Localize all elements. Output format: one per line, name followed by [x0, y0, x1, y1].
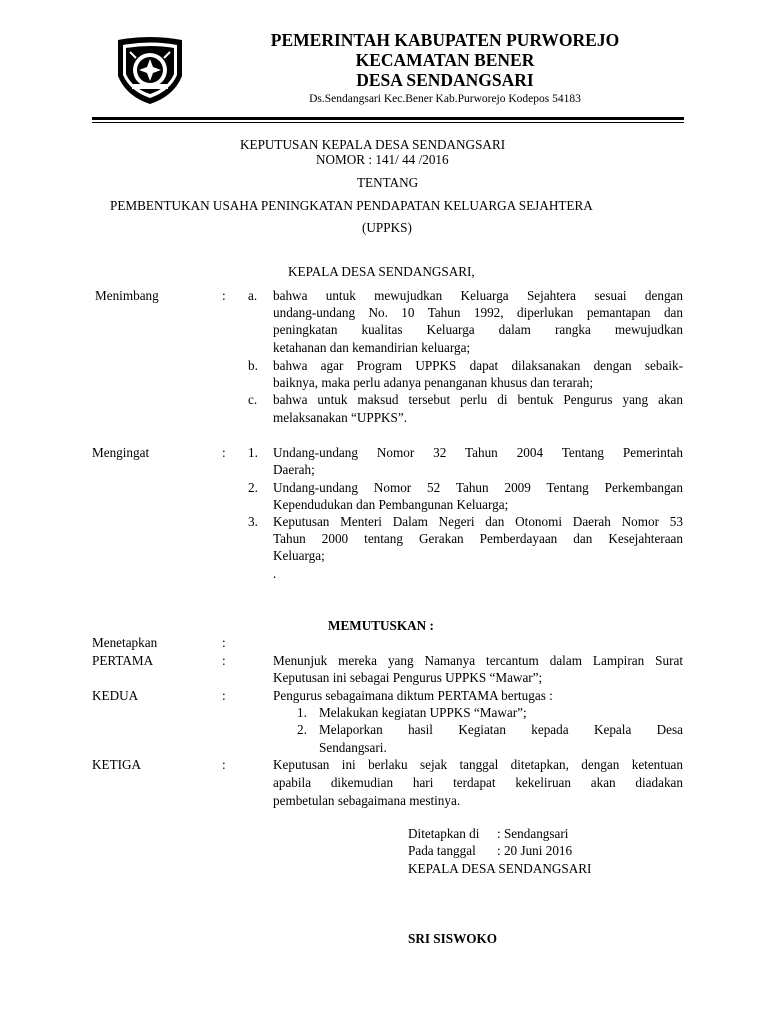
item-marker: b.	[248, 358, 258, 373]
pertama-line: Keputusan ini sebagai Pengurus UPPKS “Mawar”;	[273, 670, 543, 685]
menetapkan-label: Menetapkan	[92, 635, 158, 650]
date-label: Pada tanggal	[408, 843, 476, 858]
item-line: bahwa untuk maksud tersebut perlu di bentuk Pengurus yang akan	[273, 392, 683, 407]
item-line: Daerah;	[273, 462, 315, 477]
item-marker: 2.	[248, 480, 258, 495]
decree-issuer: KEPALA DESA SENDANGSARI,	[288, 264, 475, 279]
letterhead-divider-thin	[92, 122, 684, 123]
decree-about: TENTANG	[357, 175, 419, 190]
item-line: bahwa agar Program UPPKS dapat dilaksanakan dengan sebaik-	[273, 358, 683, 373]
ketiga-line: apabila dikemudian hari terdapat kekeliruan akan diadakan	[273, 775, 683, 790]
ketiga-line: Keputusan ini berlaku sejak tanggal ditetapkan, dengan ketentuan	[273, 757, 683, 772]
menetapkan-colon: :	[222, 635, 226, 650]
signatory-position: KEPALA DESA SENDANGSARI	[408, 861, 592, 876]
item-marker: 3.	[248, 514, 258, 529]
letterhead-government: PEMERINTAH KABUPATEN PURWOREJO	[270, 30, 620, 50]
pertama-line: Menunjuk mereka yang Namanya tercantum dalam Lampiran Surat	[273, 653, 683, 668]
item-line: ketahanan dan kemandirian keluarga;	[273, 340, 471, 355]
section-colon: :	[222, 445, 226, 460]
date-value: : 20 Juni 2016	[497, 843, 573, 858]
item-line: melaksanakan “UPPKS”.	[273, 410, 408, 425]
task-marker: 2.	[297, 722, 307, 737]
item-line: Tahun 2000 tentang Gerakan Pemberdayaan dan Kesejahteraan	[273, 531, 683, 546]
regency-coat-of-arms-icon	[112, 32, 188, 108]
section-label: Mengingat	[92, 445, 150, 460]
decree-subject-line2: (UPPKS)	[362, 220, 412, 235]
task-line: Sendangsari.	[319, 740, 387, 755]
item-line: Keluarga;	[273, 548, 325, 563]
item-line: bahwa untuk mewujudkan Keluarga Sejahtera sesuai dengan	[273, 288, 683, 303]
task-marker: 1.	[297, 705, 307, 720]
place-value: : Sendangsari	[497, 826, 569, 841]
item-line: Undang-undang Nomor 32 Tahun 2004 Tentang Pemerintah	[273, 445, 683, 460]
item-marker: c.	[248, 392, 258, 407]
item-line: .	[273, 566, 277, 581]
item-line: undang-undang No. 10 Tahun 1992, diperlukan pemantapan dan	[273, 305, 683, 320]
ketiga-colon: :	[222, 757, 226, 772]
pertama-label: PERTAMA	[92, 653, 154, 668]
item-line: Kependudukan dan Pembangunan Keluarga;	[273, 497, 509, 512]
section-colon: :	[222, 288, 226, 303]
letterhead-district: KECAMATAN BENER	[355, 50, 535, 70]
pertama-colon: :	[222, 653, 226, 668]
decree-number: NOMOR : 141/ 44 /2016	[316, 152, 449, 167]
item-marker: 1.	[248, 445, 258, 460]
kedua-label: KEDUA	[92, 688, 139, 703]
kedua-colon: :	[222, 688, 226, 703]
place-label: Ditetapkan di	[408, 826, 480, 841]
task-line: Melaporkan hasil Kegiatan kepada Kepala Desa	[319, 722, 683, 737]
item-marker: a.	[248, 288, 258, 303]
item-line: Keputusan Menteri Dalam Negeri dan Otonomi Daerah Nomor 53	[273, 514, 683, 529]
ketiga-line: pembetulan sebagaimana mestinya.	[273, 793, 461, 808]
task-line: Melakukan kegiatan UPPKS “Mawar”;	[319, 705, 527, 720]
letterhead-address: Ds.Sendangsari Kec.Bener Kab.Purworejo Kodepos 54183	[309, 93, 581, 105]
decree-subject-line1: PEMBENTUKAN USAHA PENINGKATAN PENDAPATAN KELUARGA SEJAHTERA	[110, 198, 593, 213]
item-line: baiknya, maka perlu adanya penanganan khusus dan terarah;	[273, 375, 594, 390]
item-line: Undang-undang Nomor 52 Tahun 2009 Tentang Perkembangan	[273, 480, 683, 495]
letterhead-divider-thick	[92, 117, 684, 120]
letterhead-village: DESA SENDANGSARI	[356, 70, 534, 90]
item-line: peningkatan kualitas Keluarga dalam rangka mewujudkan	[273, 322, 683, 337]
section-label: Menimbang	[95, 288, 159, 303]
section-heading: MEMUTUSKAN :	[328, 618, 434, 633]
kedua-intro: Pengurus sebagaimana diktum PERTAMA bertugas :	[273, 688, 553, 703]
ketiga-label: KETIGA	[92, 757, 142, 772]
signatory-name: SRI SISWOKO	[408, 931, 498, 946]
decree-title: KEPUTUSAN KEPALA DESA SENDANGSARI	[240, 137, 506, 152]
